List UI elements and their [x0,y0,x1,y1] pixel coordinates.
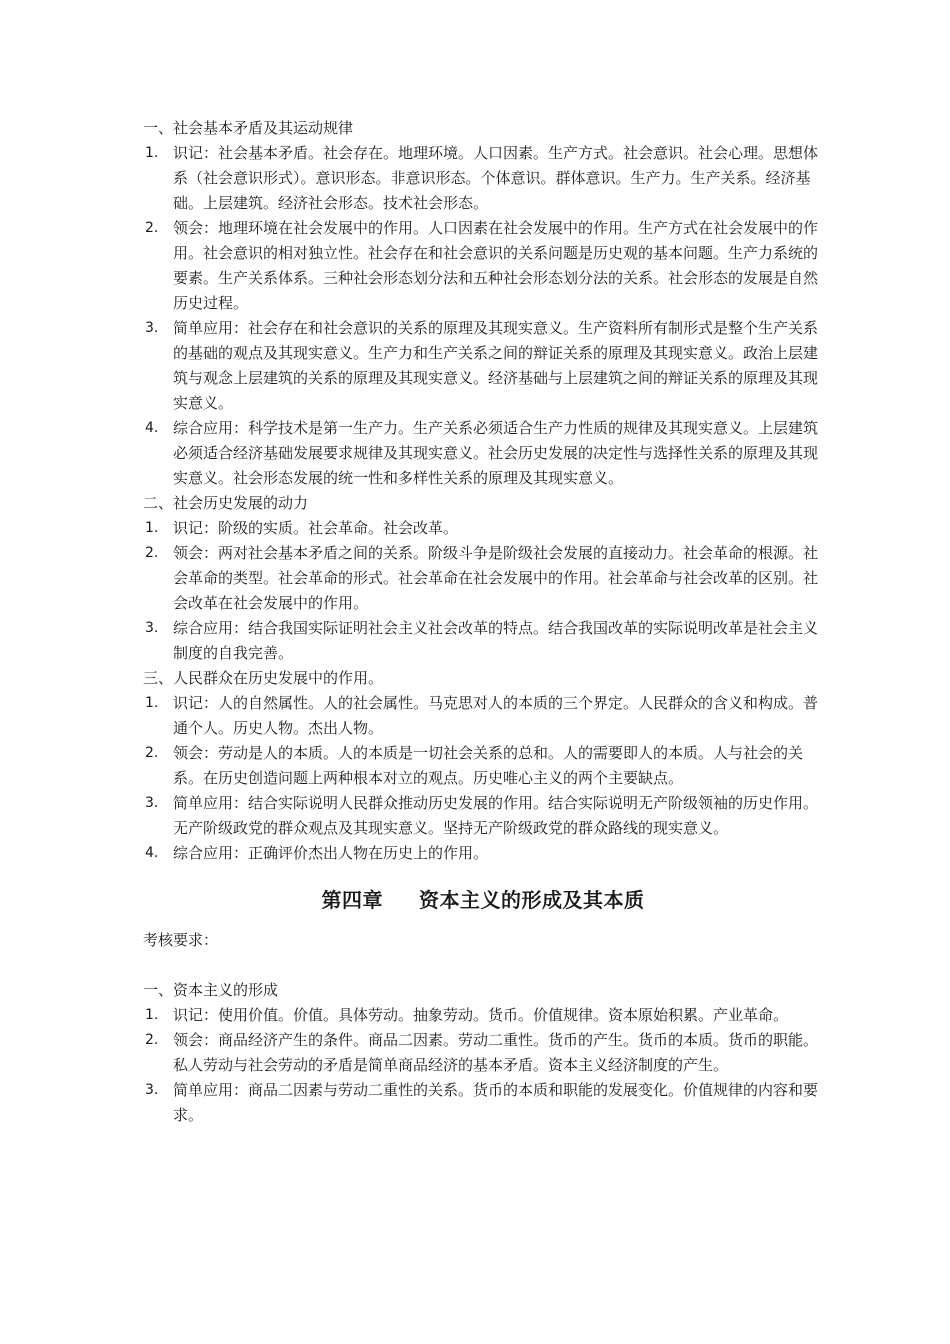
list-number: 4. [145,845,159,861]
chapter-number: 第四章 [321,888,383,912]
list-text: 综合应用：结合我国实际证明社会主义社会改革的特点。结合我国改革的实际说明改革是社会主义制度的自我完善。 [173,619,819,662]
document-body [143,116,823,1128]
list-number: 4. [145,420,159,436]
section-list [143,691,823,866]
list-number: 1. [145,695,159,711]
list-item [143,416,823,491]
list-item [143,1003,823,1028]
section-1 [143,116,823,491]
section-2 [143,491,823,666]
list-text: 识记：社会基本矛盾。社会存在。地理环境。人口因素。生产方式。社会意识。社会心理。思想体系（社会意识形式）。意识形态。非意识形态。个体意识。群体意识。生产力。生产关系。经济基础。上层建筑。经济社会形态。技术社会形态。 [173,144,819,212]
list-text: 识记：使用价值。价值。具体劳动。抽象劳动。货币。价值规律。资本原始积累。产业革命。 [173,1006,789,1024]
list-text: 简单应用：结合实际说明人民群众推动历史发展的作用。结合实际说明无产阶级领袖的历史作用。无产阶级政党的群众观点及其现实意义。坚持无产阶级政党的群众路线的现实意义。 [173,794,819,837]
chapter-title [143,884,823,916]
list-number: 3. [145,1082,159,1098]
list-text: 识记：阶级的实质。社会革命。社会改革。 [173,519,459,537]
list-number: 1. [145,520,159,536]
list-item [143,791,823,841]
section-4 [143,978,823,1128]
list-item [143,516,823,541]
list-text: 领会：劳动是人的本质。人的本质是一切社会关系的总和。人的需要即人的本质。人与社会的关系。在历史创造问题上两种根本对立的观点。历史唯心主义的两个主要缺点。 [173,744,804,787]
list-number: 2. [145,545,159,561]
list-item [143,691,823,741]
section-list [143,516,823,666]
section-heading: 一、社会基本矛盾及其运动规律 [143,119,354,137]
list-number: 3. [145,795,159,811]
list-item [143,141,823,216]
list-item [143,1078,823,1128]
list-number: 2. [145,220,159,236]
chapter-name: 资本主义的形成及其本质 [419,888,645,912]
list-item [143,741,823,791]
list-number: 1. [145,1007,159,1023]
list-item [143,541,823,616]
requirements-label: 考核要求： [143,931,219,949]
list-item [143,841,823,866]
list-text: 简单应用：社会存在和社会意识的关系的原理及其现实意义。生产资料所有制形式是整个生产关系的基础的观点及其现实意义。生产力和生产关系之间的辩证关系的原理及其现实意义。政治上层建筑与观念上层建筑的关系的原理及其现实意义。经济基础与上层建筑之间的辩证关系的原理及其现实意义。 [173,319,819,412]
list-number: 2. [145,1032,159,1048]
section-list [143,141,823,491]
section-heading: 二、社会历史发展的动力 [143,494,309,512]
list-number: 1. [145,145,159,161]
section-3 [143,666,823,866]
list-item [143,216,823,316]
list-text: 领会：商品经济产生的条件。商品二因素。劳动二重性。货币的产生。货币的本质。货币的职能。私人劳动与社会劳动的矛盾是简单商品经济的基本矛盾。资本主义经济制度的产生。 [173,1031,819,1074]
list-text: 领会：两对社会基本矛盾之间的关系。阶级斗争是阶级社会发展的直接动力。社会革命的根源。社会革命的类型。社会革命的形式。社会革命在社会发展中的作用。社会革命与社会改革的区别。社会改革在社会发展中的作用。 [173,544,819,612]
list-text: 综合应用：正确评价杰出人物在历史上的作用。 [173,844,489,862]
list-text: 领会：地理环境在社会发展中的作用。人口因素在社会发展中的作用。生产方式在社会发展中的作用。社会意识的相对独立性。社会存在和社会意识的关系问题是历史观的基本问题。生产力系统的要素。生产关系体系。三种社会形态划分法和五种社会形态划分法的关系。社会形态的发展是自然历史过程。 [173,219,819,312]
list-number: 3. [145,620,159,636]
list-item [143,316,823,416]
section-heading: 一、资本主义的形成 [143,981,279,999]
section-list [143,1003,823,1128]
list-text: 识记：人的自然属性。人的社会属性。马克思对人的本质的三个界定。人民群众的含义和构成。普通个人。历史人物。杰出人物。 [173,694,819,737]
list-text: 简单应用：商品二因素与劳动二重性的关系。货币的本质和职能的发展变化。价值规律的内容和要求。 [173,1081,819,1124]
list-item [143,616,823,666]
section-heading: 三、人民群众在历史发展中的作用。 [143,669,384,687]
list-text: 综合应用：科学技术是第一生产力。生产关系必须适合生产力性质的规律及其现实意义。上层建筑必须适合经济基础发展要求规律及其现实意义。社会历史发展的决定性与选择性关系的原理及其现实意义。社会形态发展的统一性和多样性关系的原理及其现实意义。 [173,419,819,487]
list-item [143,1028,823,1078]
list-number: 2. [145,745,159,761]
list-number: 3. [145,320,159,336]
